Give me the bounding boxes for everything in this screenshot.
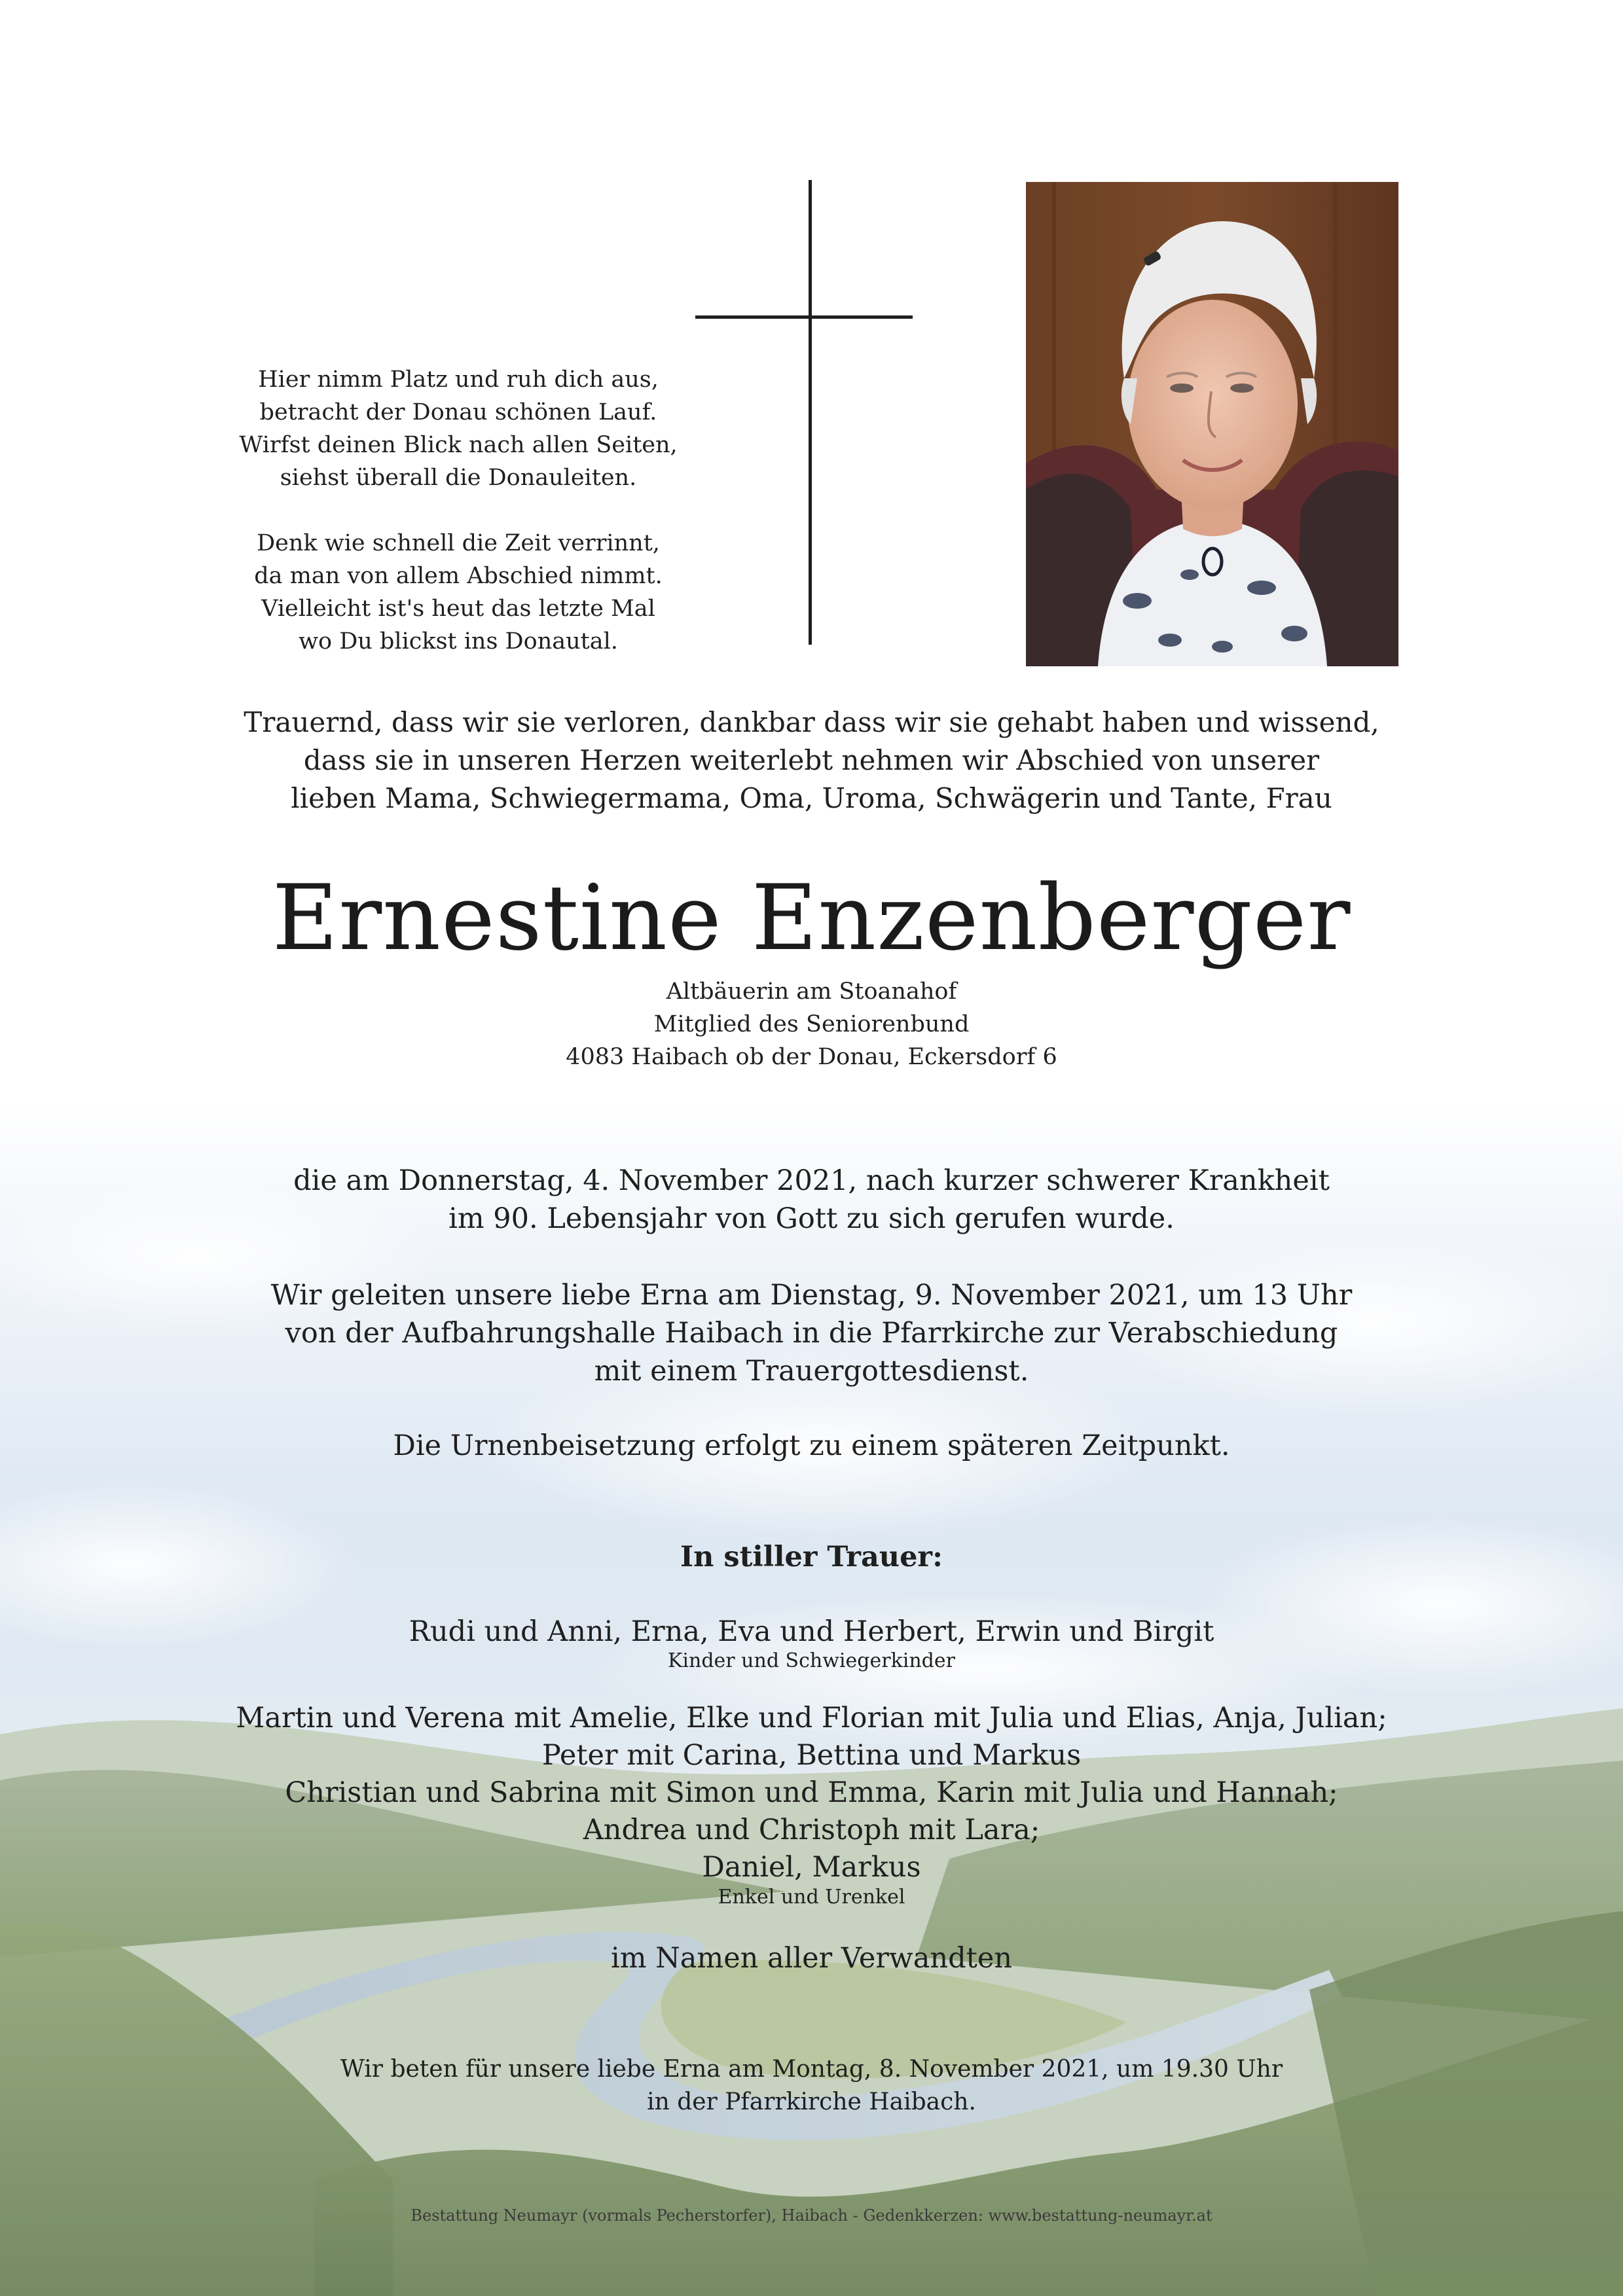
announcement-line: von der Aufbahrungshalle Haibach in die Pfarrkirche zur Verabschiedung: [285, 1317, 1338, 1350]
prayer-line: Wir beten für unsere liebe Erna am Montag, 8. November 2021, um 19.30 Uhr: [340, 2056, 1283, 2083]
relatives-line: im Namen aller Verwandten: [610, 1942, 1013, 1975]
announcement-line: Wir geleiten unsere liebe Erna am Dienstag, 9. November 2021, um 13 Uhr: [270, 1279, 1353, 1312]
intro-line: Trauernd, dass wir sie verloren, dankbar dass wir sie gehabt haben und wissend,: [244, 706, 1379, 738]
prayer-announcement: [0, 2053, 1623, 2119]
announcement-line: im 90. Lebensjahr von Gott zu sich gerufen wurde.: [448, 1202, 1175, 1235]
poem-line: Vielleicht ist's heut das letzte Mal: [261, 596, 655, 622]
funeral-home-footer: Bestattung Neumayr (vormals Pecherstorfer), Haibach - Gedenkkerzen: www.bestattung-neumayr.at: [410, 2206, 1213, 2225]
cross-icon: [695, 180, 913, 645]
intro-line: dass sie in unseren Herzen weiterlebt nehmen wir Abschied von unserer: [303, 744, 1320, 776]
grandchildren-line: Daniel, Markus: [702, 1851, 921, 1884]
title-line: Altbäuerin am Stoanahof: [666, 978, 957, 1005]
grandchildren-caption: Enkel und Urenkel: [718, 1886, 905, 1909]
grandchildren-line: Christian und Sabrina mit Simon und Emma, Karin mit Julia und Hannah;: [285, 1776, 1338, 1809]
poem: [196, 363, 720, 658]
poem-line: betracht der Donau schönen Lauf.: [259, 399, 657, 425]
grandchildren-line: Martin und Verena mit Amelie, Elke und Florian mit Julia und Elias, Anja, Julian;: [236, 1702, 1387, 1734]
mourners-heading: In stiller Trauer:: [680, 1541, 943, 1573]
announcement-line: die am Donnerstag, 4. November 2021, nach kurzer schwerer Krankheit: [293, 1164, 1330, 1197]
announcement-line: mit einem Trauergottesdienst.: [594, 1355, 1029, 1388]
poem-line: Wirfst deinen Blick nach allen Seiten,: [239, 432, 678, 458]
grandchildren-block: [0, 1700, 1623, 1909]
poem-line: siehst überall die Donauleiten.: [280, 465, 637, 491]
children-caption: Kinder und Schwiegerkinder: [668, 1649, 955, 1672]
portrait-photo: [1026, 182, 1398, 666]
urn-announcement: Die Urnenbeisetzung erfolgt zu einem späteren Zeitpunkt.: [393, 1429, 1230, 1462]
prayer-line: in der Pfarrkirche Haibach.: [647, 2089, 976, 2115]
title-line: Mitglied des Seniorenbund: [653, 1011, 970, 1037]
poem-line: wo Du blickst ins Donautal.: [299, 628, 618, 655]
grandchildren-line: Peter mit Carina, Bettina und Markus: [541, 1739, 1082, 1772]
poem-line: Denk wie schnell die Zeit verrinnt,: [257, 530, 660, 556]
poem-line: da man von allem Abschied nimmt.: [254, 563, 663, 589]
intro-text: [0, 704, 1623, 817]
intro-line: lieben Mama, Schwiegermama, Oma, Uroma, Schwägerin und Tante, Frau: [291, 782, 1332, 814]
deceased-name: Ernestine Enzenberger: [272, 865, 1351, 971]
children-block: [0, 1613, 1623, 1672]
farewell-announcement: [0, 1276, 1623, 1390]
children-names: Rudi und Anni, Erna, Eva und Herbert, Erwin und Birgit: [409, 1615, 1214, 1648]
death-announcement: [0, 1162, 1623, 1238]
address-line: 4083 Haibach ob der Donau, Eckersdorf 6: [566, 1044, 1057, 1070]
grandchildren-line: Andrea und Christoph mit Lara;: [583, 1814, 1040, 1846]
deceased-titles: [0, 975, 1623, 1073]
poem-line: Hier nimm Platz und ruh dich aus,: [258, 367, 659, 393]
